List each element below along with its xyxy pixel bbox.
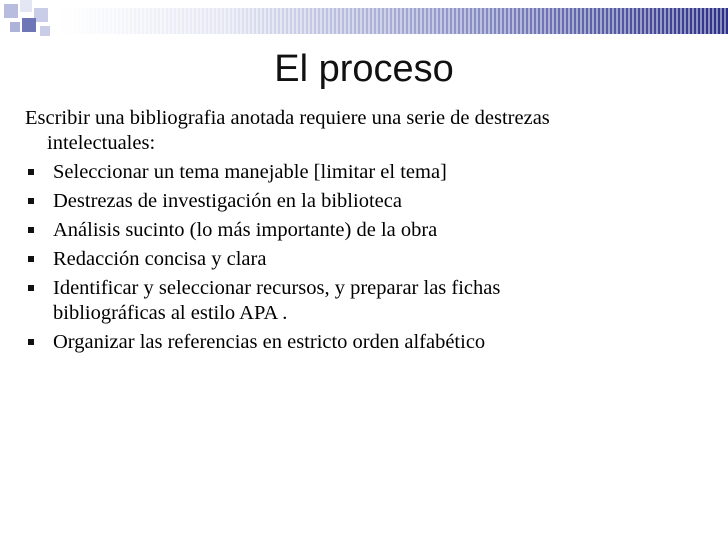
slide-title: El proceso [274, 48, 454, 90]
list-item-text: Seleccionar un tema manejable [limitar el tema] [53, 161, 447, 183]
square-bullet-icon [28, 169, 34, 175]
header-stripe-band [0, 0, 728, 40]
intro-line-2: intelectuales: [47, 132, 156, 154]
square-bullet-icon [28, 339, 34, 345]
list-item-text: Identificar y seleccionar recursos, y preparar las fichas [53, 277, 501, 299]
bullet-list [25, 160, 705, 355]
list-item [25, 276, 705, 326]
intro-paragraph [25, 106, 705, 156]
list-item-text: Redacción concisa y clara [53, 248, 267, 270]
list-item [25, 247, 705, 272]
list-item [25, 189, 705, 214]
list-item-text: Análisis sucinto (lo más importante) de la obra [53, 219, 438, 241]
square-bullet-icon [28, 198, 34, 204]
list-item-text: Organizar las referencias en estricto orden alfabético [53, 331, 486, 353]
list-item-text: Destrezas de investigación en la biblioteca [53, 190, 402, 212]
list-item [25, 330, 705, 355]
intro-line-1: Escribir una bibliografia anotada requiere una serie de destrezas [25, 107, 550, 129]
list-item [25, 160, 705, 185]
square-bullet-icon [28, 285, 34, 291]
square-bullet-icon [28, 256, 34, 262]
slide-body [25, 106, 705, 359]
square-bullet-icon [28, 227, 34, 233]
list-item [25, 218, 705, 243]
list-item-text-line-2: bibliográficas al estilo APA . [53, 302, 288, 324]
